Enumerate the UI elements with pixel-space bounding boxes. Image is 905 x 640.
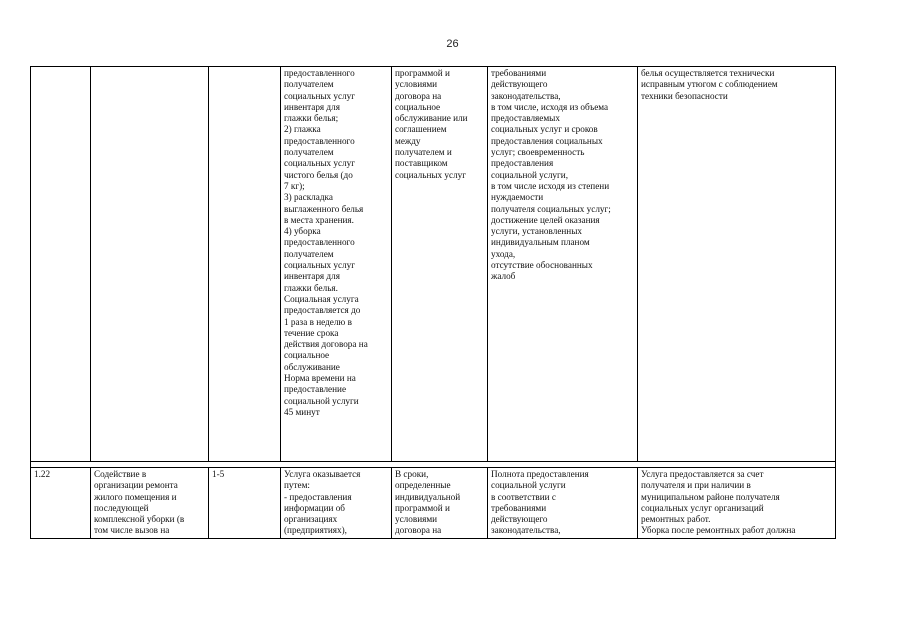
service-code-cell [209,67,281,462]
row-number-cell [31,67,91,462]
service-content-cell: Услуга оказывается путем: - предоставления информации об организациях (предприятиях), [281,468,392,539]
row-number-cell: 1.22 [31,468,91,539]
quality-indicators-cell: требованиями действующего законодательства, в том числе, исходя из объема предоставляемых социальных услуг и сроков предоставления социальных услуг; своевременность предоставления социальной услуги, в том числе исходя из степени нуждаемости получателя социальных услуг; достижение целей оказания услуги, установленных индивидуальным планом ухода, отсутствие обоснованных жалоб [488,67,638,462]
service-conditions-cell: белья осуществляется технически исправным утюгом с соблюдением техники безопасности [638,67,836,462]
service-code-cell: 1-5 [209,468,281,539]
service-terms-cell: В сроки, определенные индивидуальной программой и условиями договора на [392,468,488,539]
table-row [31,468,836,539]
quality-indicators-cell: Полнота предоставления социальной услуги в соответствии с требованиями действующего законодательства, [488,468,638,539]
service-conditions-cell: Услуга предоставляется за счет получателя и при наличии в муниципальном районе получателя социальных услуг организаций ремонтных работ. Уборка после ремонтных работ должна [638,468,836,539]
service-name-cell [91,67,209,462]
service-content-cell: предоставленного получателем социальных услуг инвентаря для глажки белья; 2) глажка предоставленного получателем социальных услуг чистого белья (до 7 кг); 3) раскладка выглаженного белья в места хранения. 4) уборка предоставленного получателем социальных услуг инвентаря для глажки белья. Социальная услуга предоставляется до 1 раза в неделю в течение срока действия договора на социальное обслуживание Норма времени на предоставление социальной услуги 45 минут [281,67,392,462]
service-name-cell: Содействие в организации ремонта жилого помещения и последующей комплексной уборки (в том числе вызов на [91,468,209,539]
page-number: 26 [446,38,459,50]
service-terms-cell: программой и условиями договора на социальное обслуживание или соглашением между получателем и поставщиком социальных услуг [392,67,488,462]
services-table [30,66,836,539]
table-row [31,67,836,462]
